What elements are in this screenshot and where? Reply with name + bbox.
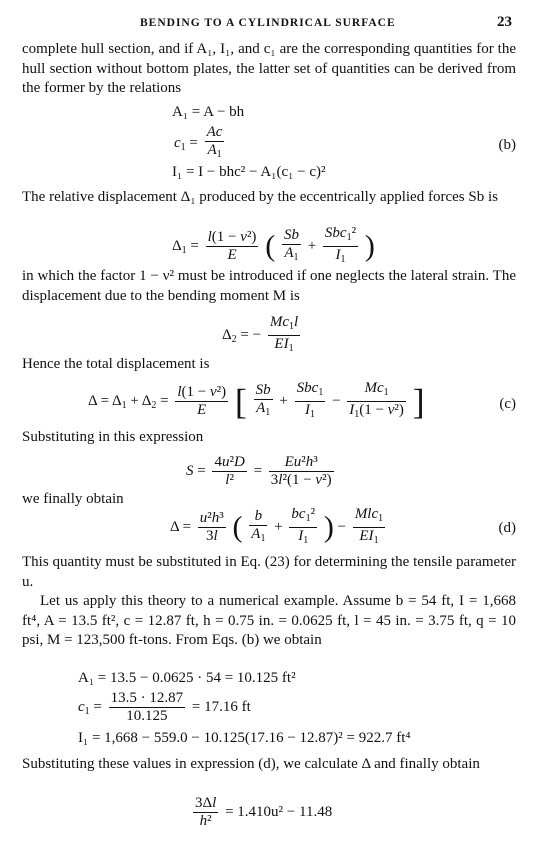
page-number: 23 <box>497 14 512 30</box>
equation-i1: I₁ = I − bhc² − A₁(c₁ − c)² <box>172 164 326 180</box>
paragraph-5: Substituting in this expression <box>22 429 204 445</box>
equation-total-displacement: $\Delta = \Delta_1 + \Delta_2$ = $\frac{\text{l(1 − ν²)}}{E}$ [ $\frac{Sb}{A_1}$ + $\frac{Sbc_1}{I_1}$ − $\frac{Mc_1}{I_1(1 - \nu^2)}$ ] <box>88 380 425 422</box>
paragraph-7: This quantity must be substituted in Eq. (23) for determining the tensile parameter u. <box>22 554 516 590</box>
final-result-rhs: = 1.410u² − 11.48 <box>225 803 333 820</box>
running-title: BENDING TO A CYLINDRICAL SURFACE <box>140 17 396 29</box>
paragraph-3: in which the factor 1 − ν² must be introduced if one neglects the lateral strain. The displacement due to the bending moment M is <box>22 268 516 304</box>
equation-label-b: (b) <box>498 137 516 153</box>
numeric-a1: A₁ = 13.5 − 0.0625 · 54 = 10.125 ft² <box>78 670 296 686</box>
equation-final-result: $\frac{3\Delta l}{\text{h²}}$ = 1.410u² − 11.48 <box>195 795 333 829</box>
equation-delta1: $\Delta_1$ = $\frac{\text{l(1 − ν²)}}{E}$ ( $\frac{Sb}{A_1}$ + $\frac{Sbc_1^2}{I_1}$ ) <box>172 225 375 265</box>
paragraph-6: we finally obtain <box>22 491 124 507</box>
paragraph-9: Substituting these values in expression (d), we calculate Δ and finally obtain <box>22 756 480 772</box>
numeric-c1-denominator: 10.125 <box>126 708 168 724</box>
equation-label-d: (d) <box>498 520 516 536</box>
numeric-c1-numerator: 13.5 · 12.87 <box>110 690 184 706</box>
paragraph-8: Let us apply this theory to a numerical example. Assume b = 54 ft, I = 1,668 ft⁴, A = 13.5 ft², c = 12.87 ft, h = 0.75 in. = 0.0625 ft, l = 45 in. = 3.75 ft, q = 10 psi, M = 123,500 ft-tons. From Eqs. (b) we obtain <box>22 593 516 648</box>
equation-c1: $c_1$ = $\frac{Ac}{A_1}$ <box>174 124 223 160</box>
equation-delta2: $\Delta_2$ = − $\frac{Mc_1l}{EI_1}$ <box>222 314 299 354</box>
equation-s: S = $\frac{\text{4u²D}}{\text{l²}}$ = $\frac{\text{Eu²h³}}{\text{3l²(1 − ν²)}}$ <box>186 454 332 488</box>
numeric-c1: $c_1$ = $\frac{13.5 \cdot 12.87}{10.125}$ = 17.16 ft <box>78 690 251 724</box>
numeric-i1: I₁ = 1,668 − 559.0 − 10.125(17.16 − 12.87)² = 922.7 ft⁴ <box>78 730 411 746</box>
running-head <box>22 14 512 31</box>
equation-a1: A₁ = A − bh <box>172 104 245 120</box>
paragraph-4: Hence the total displacement is <box>22 356 210 372</box>
equation-delta-final: Δ = $\frac{\text{u²h³}}{3l}$ ( $\frac{b}{A_1}$ + $\frac{bc_1^2}{I_1}$ ) − $\frac{Mlc_1}{EI_1}$ <box>170 506 384 546</box>
paragraph-1: complete hull section, and if A₁, I₁, and c₁ are the corresponding quantities for the hull section without bottom plates, the latter set of quantities can be derived from the former by the relations <box>22 41 516 96</box>
equation-label-c: (c) <box>499 396 516 412</box>
numeric-c1-result: = 17.16 ft <box>191 698 251 715</box>
paragraph-2: The relative displacement Δ₁ produced by the eccentrically applied forces Sb is <box>22 189 498 205</box>
